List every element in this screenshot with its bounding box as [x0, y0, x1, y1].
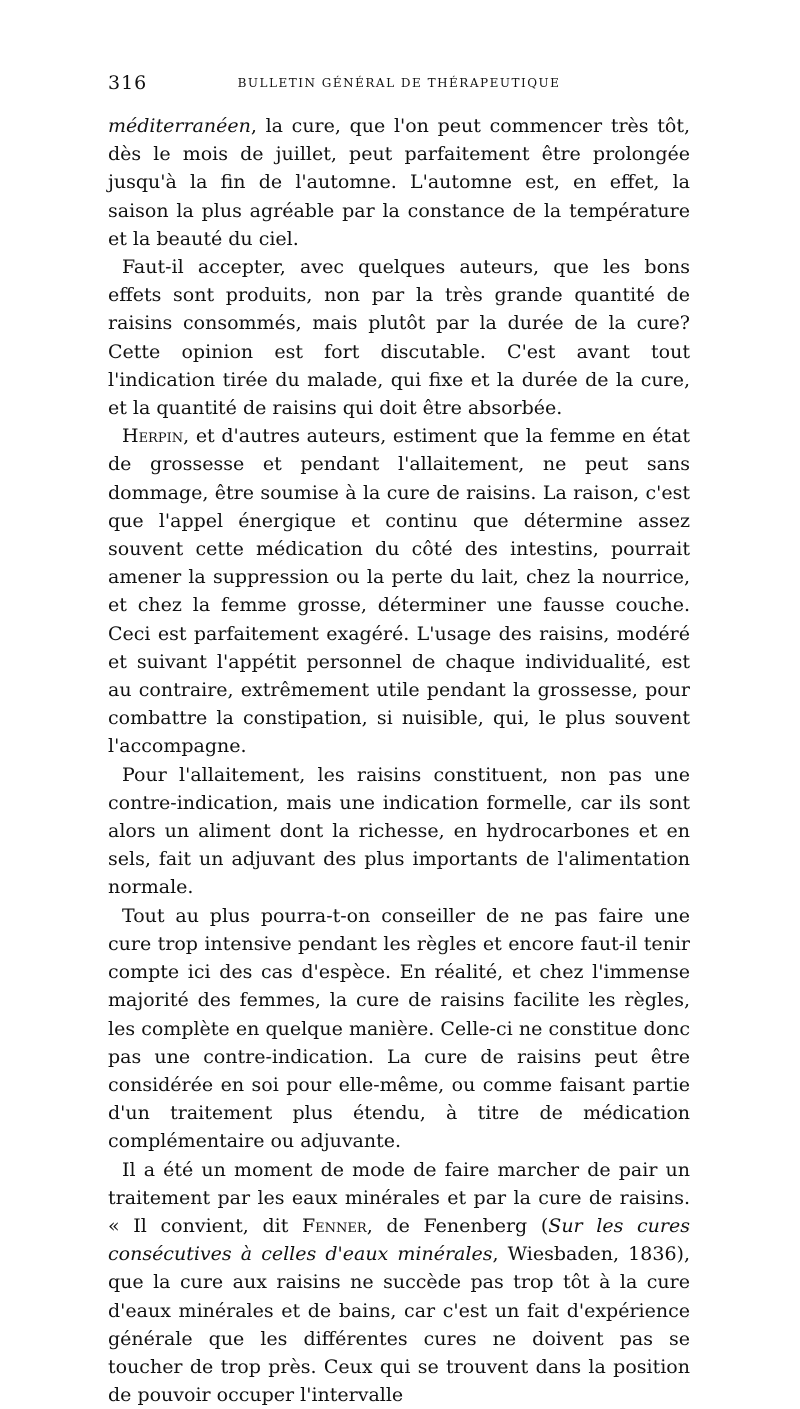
paragraph-text: , de Fenenberg (	[366, 1214, 549, 1237]
cited-work-title: Sur les cures consécutives à celles d'eaux minérales	[108, 1214, 690, 1266]
author-name: Herpin	[122, 425, 184, 448]
paragraph-text: , et d'autres auteurs, estiment que la femme en état de grossesse et pendant l'allaitement, ne peut sans dommage, être soumise à la cure de raisins. La raison, c'est que l'appel énergique et continu que détermine assez souvent cette médication du côté des intestins, pourrait amener la suppression ou la perte du lait, chez la nourrice, et chez la femme grosse, déterminer une fausse couche. Ceci est parfaitement exagéré. L'usage des raisins, modéré et suivant l'appétit personnel de chaque individualité, est au contraire, extrêmement utile pendant la grossesse, pour combattre la constipation, si nuisible, qui, le plus souvent l'accompagne.	[108, 425, 690, 758]
book-page	[108, 72, 690, 1409]
paragraph-text: Il a été un moment de mode de faire marcher de pair un traitement par les eaux minérales et par la cure de raisins. « Il convient, dit	[108, 1158, 690, 1237]
paragraph-2	[108, 253, 690, 422]
paragraph-1	[108, 112, 690, 253]
paragraph-4	[108, 761, 690, 902]
paragraph-6	[108, 1156, 690, 1409]
page-number: 316	[108, 72, 148, 94]
running-head	[108, 72, 690, 98]
paragraph-text: , la cure, que l'on peut commencer très tôt, dès le mois de juillet, peut parfaitement être prolongée jusqu'à la fin de l'automne. L'automne est, en effet, la saison la plus agréable par la constance de la température et la beauté du ciel.	[108, 115, 690, 250]
journal-title: BULLETIN GÉNÉRAL DE THÉRAPEUTIQUE	[237, 76, 561, 90]
paragraph-text: Tout au plus pourra-t-on conseiller de ne pas faire une cure trop intensive pendant les règles et encore faut-il tenir compte ici des cas d'espèce. En réalité, et chez l'immense majorité des femmes, la cure de raisins facilite les règles, les complète en quelque manière. Celle-ci ne constitue donc pas une contre-indication. La cure de raisins peut être considérée en soi pour elle-même, ou comme faisant partie d'un traitement plus étendu, à titre de médication complémentaire ou adjuvante.	[108, 904, 690, 1153]
paragraph-text: Pour l'allaitement, les raisins constituent, non pas une contre-indication, mais une indication formelle, car ils sont alors un aliment dont la richesse, en hydrocarbones et en sels, fait un adjuvant des plus importants de l'alimentation normale.	[108, 763, 690, 899]
paragraph-text: , Wiesbaden, 1836), que la cure aux raisins ne succède pas trop tôt à la cure d'eaux minérales et de bains, car c'est un fait d'expérience générale que les différentes cures ne doivent pas se toucher de trop près. Ceux qui se trouvent dans la position de pouvoir occuper l'intervalle	[108, 1243, 690, 1407]
paragraph-3	[108, 422, 690, 760]
paragraph-text: Faut-il accepter, avec quelques auteurs, que les bons effets sont produits, non par la très grande quantité de raisins consommés, mais plutôt par la durée de la cure? Cette opinion est fort discutable. C'est avant tout l'indication tirée du malade, qui fixe et la durée de la cure, et la quantité de raisins qui doit être absorbée.	[108, 256, 690, 420]
italic-term: méditerranéen	[108, 115, 251, 137]
paragraph-5	[108, 902, 690, 1156]
author-name: Fenner	[302, 1214, 367, 1237]
